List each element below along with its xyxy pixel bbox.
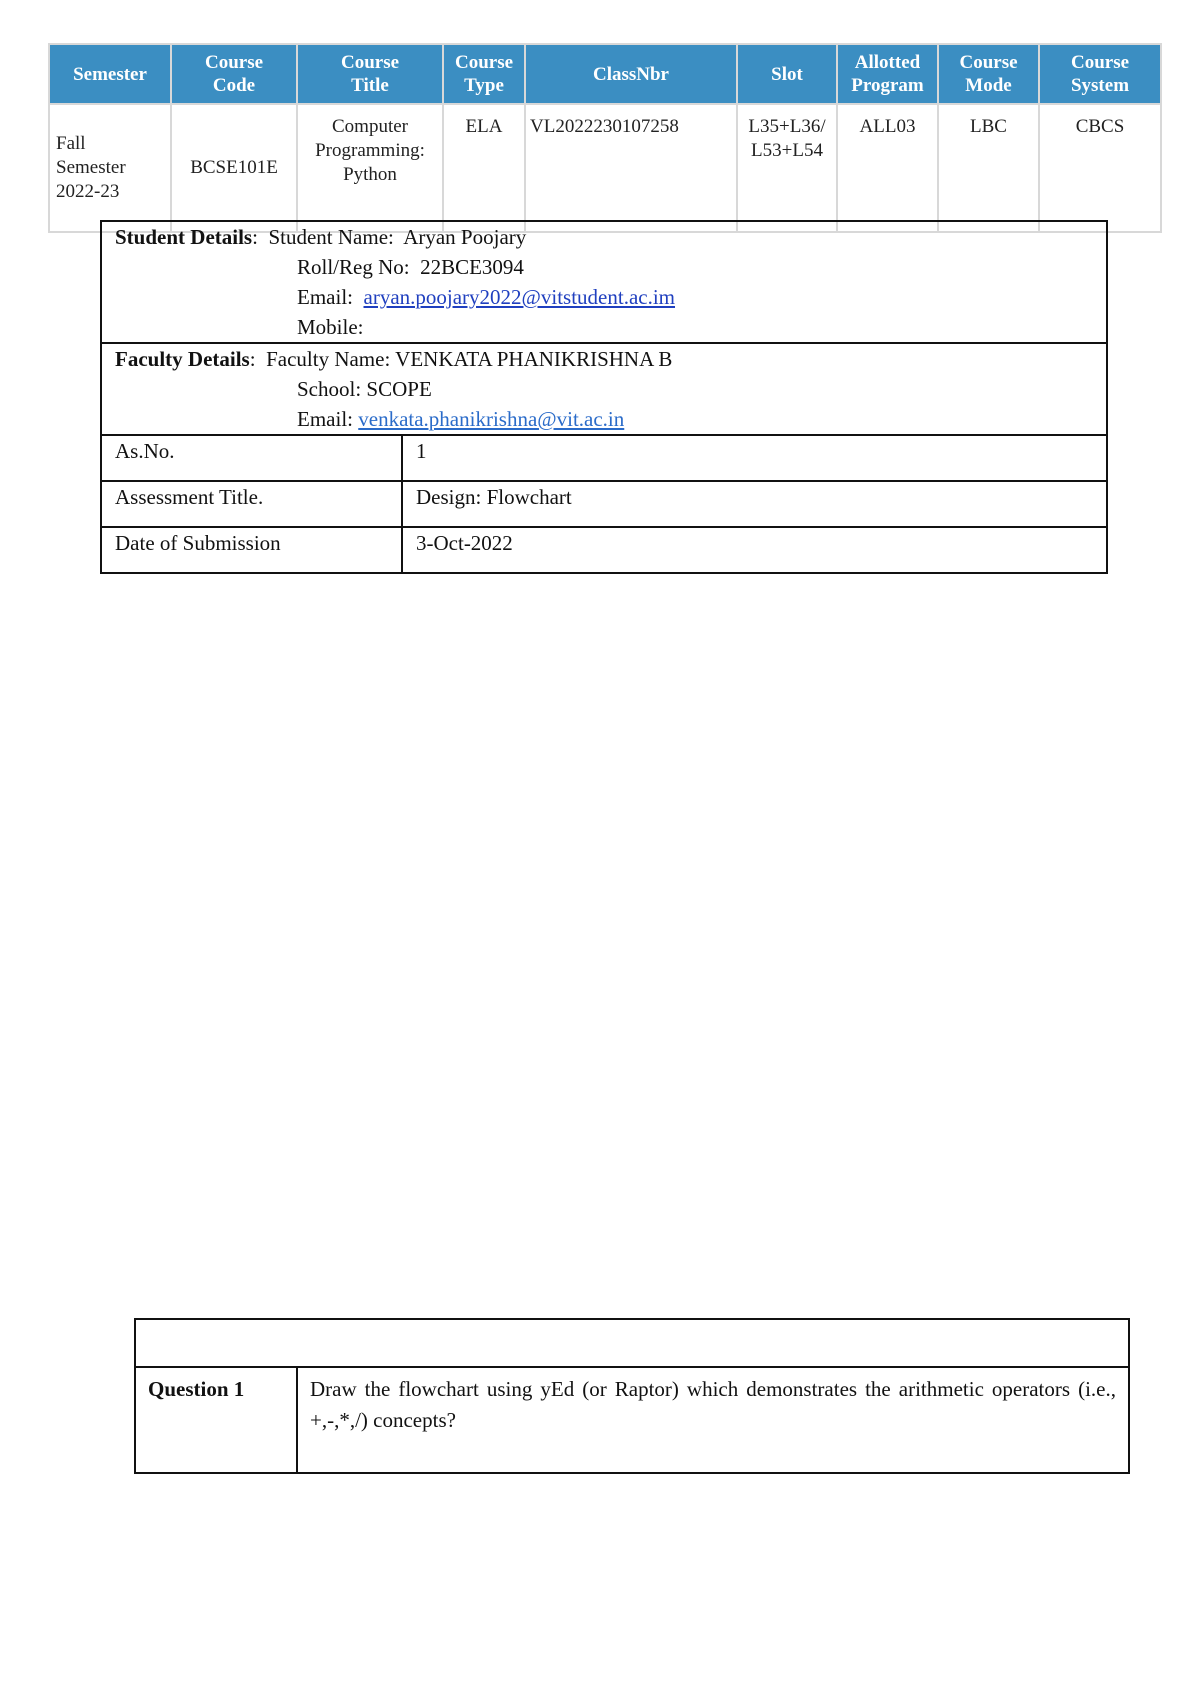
faculty-name-line: Faculty Details: Faculty Name: VENKATA PHANIKRISHNA B (115, 347, 673, 371)
student-roll-line (115, 252, 1093, 282)
course-data-row (49, 104, 1161, 232)
cell-course-code: BCSE101E (171, 104, 297, 232)
faculty-email-line (115, 404, 1093, 434)
cell-course-type: ELA (443, 104, 525, 232)
submission-date-label: Date of Submission (101, 527, 402, 573)
faculty-details-label: Faculty Details (115, 347, 250, 371)
assessment-no-label: As.No. (101, 435, 402, 481)
student-details-label: Student Details (115, 225, 253, 249)
faculty-school-label: School: (297, 377, 362, 401)
submission-date-value: 3-Oct-2022 (402, 527, 1107, 573)
header-course-system: Course System (1039, 44, 1161, 104)
student-email-link[interactable]: aryan.poojary2022@vitstudent.ac.im (363, 285, 676, 309)
header-semester: Semester (49, 44, 171, 104)
details-table (100, 220, 1108, 574)
header-course-mode: Course Mode (938, 44, 1039, 104)
header-slot: Slot (737, 44, 837, 104)
assessment-title-label: Assessment Title. (101, 481, 402, 527)
header-course-type: Course Type (443, 44, 525, 104)
cell-class-nbr: VL2022230107258 (525, 104, 737, 232)
faculty-details-row (101, 343, 1107, 435)
assessment-no-value: 1 (402, 435, 1107, 481)
cell-course-system: CBCS (1039, 104, 1161, 232)
student-mobile-label: Mobile: (297, 315, 364, 339)
header-class-nbr: ClassNbr (525, 44, 737, 104)
cell-course-title: Computer Programming: Python (297, 104, 443, 232)
cell-semester: Fall Semester 2022-23 (49, 104, 171, 232)
submission-date-row (101, 527, 1107, 573)
question-text: Draw the flowchart using yEd (or Raptor) which demonstrates the arithmetic operators (i.e., +,-,*,/) concepts? (297, 1367, 1129, 1473)
student-name-value: Aryan Poojary (403, 225, 527, 249)
header-allotted-program: Allotted Program (837, 44, 938, 104)
student-email-line (115, 282, 1093, 312)
assessment-no-row (101, 435, 1107, 481)
question-row (135, 1367, 1129, 1473)
faculty-school-value: SCOPE (366, 377, 432, 401)
course-info-table (48, 43, 1162, 233)
student-name-line: Student Details: Student Name: Aryan Poojary (115, 225, 527, 249)
student-details-cell (101, 221, 1107, 343)
student-details-row (101, 221, 1107, 343)
cell-allotted-program: ALL03 (837, 104, 938, 232)
student-mobile-line (115, 312, 1093, 342)
student-name-label: Student Name: (268, 225, 394, 249)
cell-slot: L35+L36/ L53+L54 (737, 104, 837, 232)
faculty-school-line (115, 374, 1093, 404)
question-table (134, 1318, 1130, 1474)
faculty-email-link[interactable]: venkata.phanikrishna@vit.ac.in (358, 407, 625, 431)
faculty-name-label: Faculty Name: (266, 347, 391, 371)
question-label: Question 1 (135, 1367, 297, 1473)
faculty-name-value: VENKATA PHANIKRISHNA B (395, 347, 673, 371)
assessment-title-value: Design: Flowchart (402, 481, 1107, 527)
cell-course-mode: LBC (938, 104, 1039, 232)
question-header-row (135, 1319, 1129, 1367)
assessment-title-row (101, 481, 1107, 527)
faculty-email-label: Email: (297, 407, 353, 431)
student-roll-value: 22BCE3094 (420, 255, 524, 279)
student-email-label: Email: (297, 285, 353, 309)
course-header-row (49, 44, 1161, 104)
question-header-cell (135, 1319, 1129, 1367)
header-course-code: Course Code (171, 44, 297, 104)
header-course-title: Course Title (297, 44, 443, 104)
faculty-details-cell (101, 343, 1107, 435)
student-roll-label: Roll/Reg No: (297, 255, 410, 279)
